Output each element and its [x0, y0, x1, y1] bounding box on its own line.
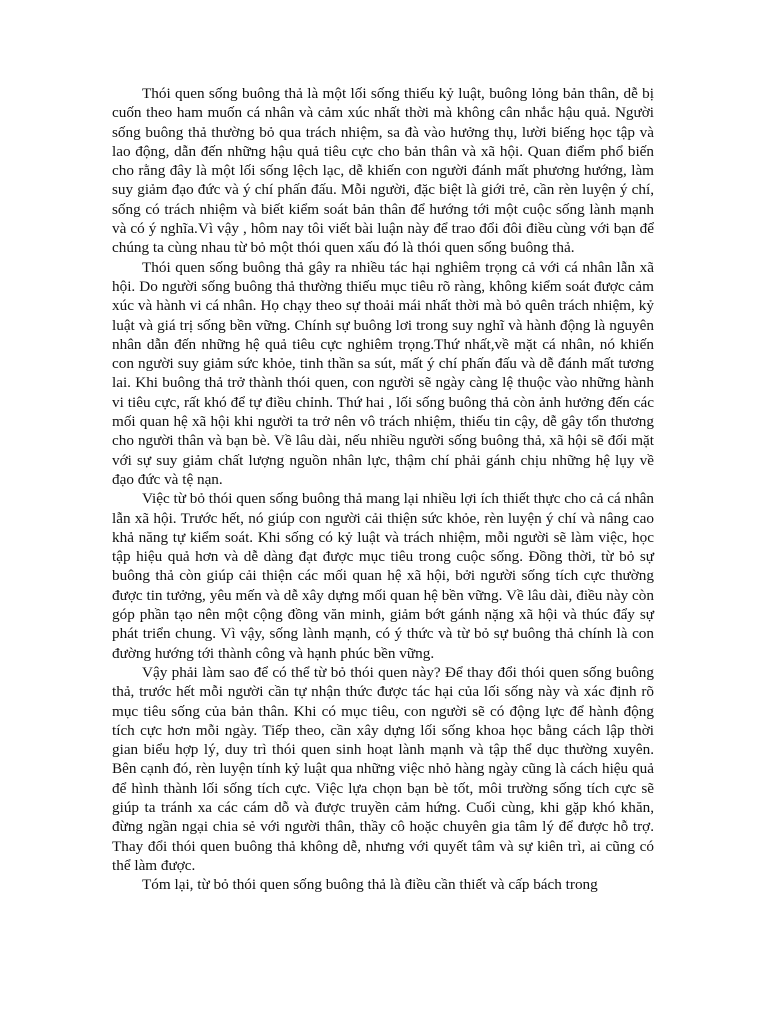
document-body	[112, 84, 654, 894]
paragraph-conclusion: Tóm lại, từ bỏ thói quen sống buông thả là điều cần thiết và cấp bách trong	[142, 876, 598, 894]
paragraph-introduction: Thói quen sống buông thả là một lối sống thiếu kỷ luật, buông lỏng bản thân, dễ bị cuốn theo ham muốn cá nhân và cảm xúc nhất thời mà không cân nhắc hậu quả. Người sống buông thả thường bỏ qua trách nhiệm, sa đà vào hưởng thụ, lười biếng học tập và lao động, dẫn đến những hậu quả tiêu cực cho bản thân và xã hội. Quan điểm phổ biến cho rằng đây là một lối sống lệch lạc, dễ khiến con người đánh mất phương hướng, làm suy giảm đạo đức và ý chí phấn đấu. Mỗi người, đặc biệt là giới trẻ, cần rèn luyện ý chí, sống có trách nhiệm và biết kiểm soát bản thân để hướng tới một cuộc sống lành mạnh và có ý nghĩa.Vì vậy , hôm nay tôi viết bài luận này để trao đổi đôi điều cùng với bạn để chúng ta cùng nhau từ bỏ một thói quen xấu đó là thói quen sống buông thả.	[112, 85, 654, 257]
paragraph-solutions: Vậy phải làm sao để có thể từ bỏ thói quen này? Để thay đổi thói quen sống buông thả, trước hết mỗi người cần tự nhận thức được tác hại của lối sống này và xác định rõ mục tiêu sống của bản thân. Khi có mục tiêu, con người sẽ có động lực để hành động tích cực hơn mỗi ngày. Tiếp theo, cần xây dựng lối sống khoa học bằng cách lập thời gian biểu hợp lý, duy trì thói quen sinh hoạt lành mạnh và tập thể dục thường xuyên. Bên cạnh đó, rèn luyện tính kỷ luật qua những việc nhỏ hàng ngày cũng là cách hiệu quả để hình thành lối sống tích cực. Việc lựa chọn bạn bè tốt, môi trường sống tích cực sẽ giúp ta tránh xa các cám dỗ và được truyền cảm hứng. Cuối cùng, khi gặp khó khăn, đừng ngần ngại chia sẻ với người thân, thầy cô hoặc chuyên gia tâm lý để được hỗ trợ. Thay đổi thói quen buông thả không dễ, nhưng với quyết tâm và sự kiên trì, ai cũng có thể làm được.	[112, 663, 654, 874]
paragraph-harms: Thói quen sống buông thả gây ra nhiều tác hại nghiêm trọng cả với cá nhân lẫn xã hội. Do người sống buông thả thường thiếu mục tiêu rõ ràng, không kiểm soát được cảm xúc và hành vi cá nhân. Họ chạy theo sự thoải mái nhất thời mà bỏ quên trách nhiệm, kỷ luật và giá trị sống bền vững. Chính sự buông lơi trong suy nghĩ và hành động là nguyên nhân dẫn đến những hệ quả tiêu cực nghiêm trọng.Thứ nhất,về mặt cá nhân, nó khiến con người suy giảm sức khỏe, tinh thần sa sút, mất ý chí phấn đấu và dễ đánh mất tương lai. Khi buông thả trở thành thói quen, con người sẽ ngày càng lệ thuộc vào những hành vi tiêu cực, rất khó để tự điều chỉnh. Thứ hai , lối sống buông thả còn ảnh hưởng đến các mối quan hệ xã hội khi người ta trở nên vô trách nhiệm, thiếu tin cậy, dễ gây tổn thương cho người thân và bạn bè. Về lâu dài, nếu nhiều người sống buông thả, xã hội sẽ đối mặt với sự suy giảm chất lượng nguồn nhân lực, thậm chí phải gánh chịu những hệ lụy về đạo đức và tệ nạn.	[112, 258, 654, 488]
paragraph-benefits: Việc từ bỏ thói quen sống buông thả mang lại nhiều lợi ích thiết thực cho cả cá nhân lẫn xã hội. Trước hết, nó giúp con người cải thiện sức khỏe, rèn luyện ý chí và nâng cao khả năng tự kiểm soát. Khi sống có kỷ luật và trách nhiệm, mỗi người sẽ làm việc, học tập hiệu quả hơn và dễ dàng đạt được mục tiêu trong cuộc sống. Đồng thời, từ bỏ sự buông thả còn giúp cải thiện các mối quan hệ xã hội, bởi người sống tích cực thường được tin tưởng, yêu mến và dễ xây dựng mối quan hệ bền vững. Về lâu dài, điều này còn góp phần tạo nên một cộng đồng văn minh, giảm bớt gánh nặng xã hội và thúc đẩy sự phát triển chung. Vì vậy, sống lành mạnh, có ý thức và từ bỏ sự buông thả chính là con đường hướng tới thành công và hạnh phúc bền vững.	[112, 490, 654, 662]
